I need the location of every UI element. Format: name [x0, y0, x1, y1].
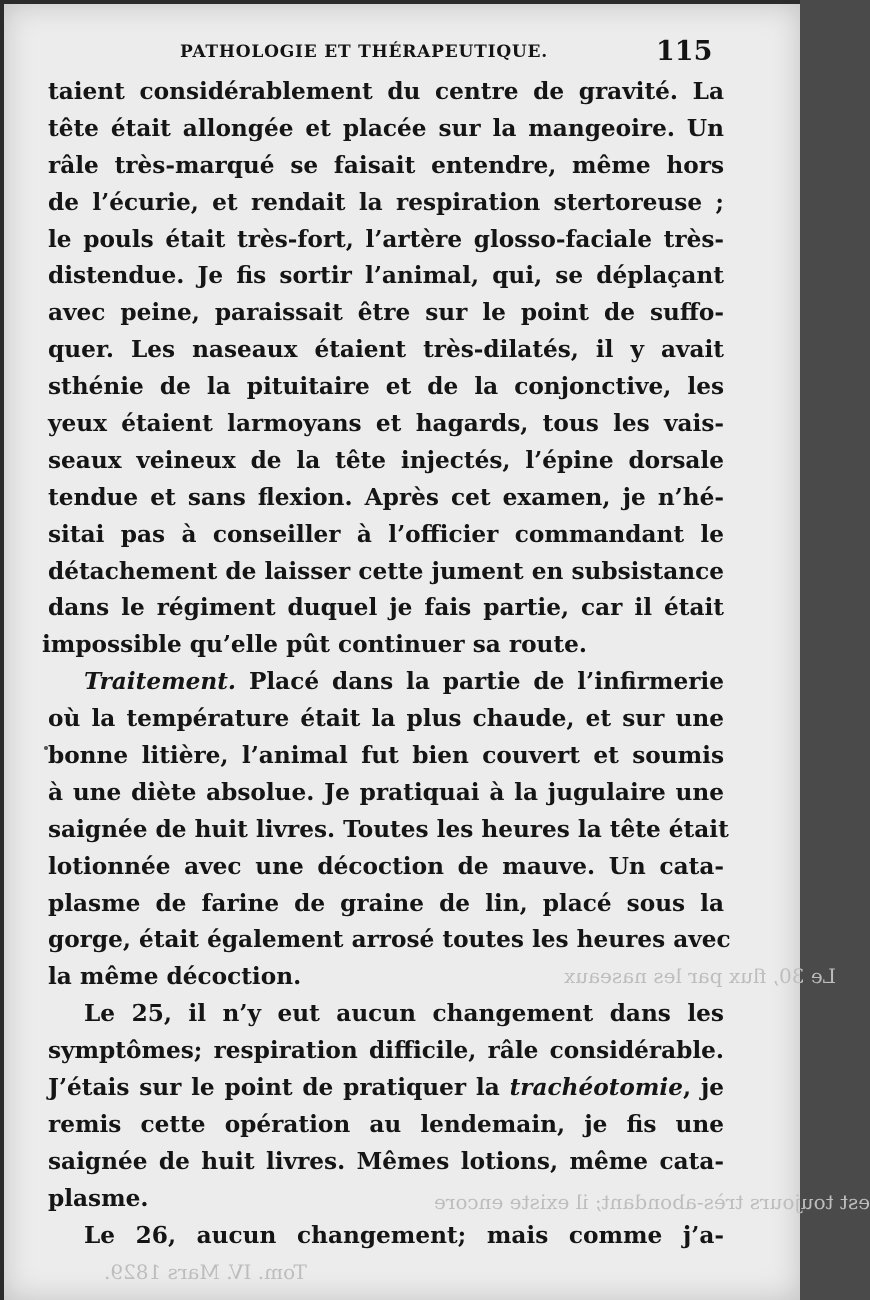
text-line: plasme de farine de graine de lin, placé sous la	[48, 889, 724, 917]
text-line: impossible qu’elle pût continuer sa route.	[42, 631, 587, 659]
text-line: quer. Les naseaux étaient très-dilatés, il y avait	[48, 336, 724, 364]
text-line: saignée de huit livres. Toutes les heures la tête était	[48, 815, 729, 843]
text-line: distendue. Je fis sortir l’animal, qui, se déplaçant	[48, 262, 724, 290]
text-line: saignée de huit livres. Mêmes lotions, même cata-	[48, 1147, 724, 1175]
text-line: avec peine, paraissait être sur le point de suffo-	[48, 299, 724, 327]
text-line: où la température était la plus chaude, et sur une	[48, 705, 724, 733]
text-line-rest: Placé dans la partie de l’infirmerie	[248, 668, 724, 696]
page-number: 115	[656, 36, 713, 67]
bleed-through-text: Tom. IV. Mars 1829.	[104, 1260, 307, 1284]
text-line: dans le régiment duquel je fais partie, car il était	[48, 594, 724, 622]
text-line: la même décoction.	[48, 963, 302, 991]
text-line: tête était allongée et placée sur la mangeoire. Un	[48, 114, 724, 142]
text-line-tracheotomie	[48, 1070, 724, 1107]
bleed-through-text: est toujours très-abondant; il existe encore	[434, 1190, 870, 1214]
running-header	[4, 38, 800, 68]
body-text	[42, 74, 731, 1255]
text-line: sitai pas à conseiller à l’officier commandant le	[48, 520, 724, 548]
text-line: remis cette opération au lendemain, je fis une	[48, 1110, 724, 1138]
text-line: yeux étaient larmoyans et hagards, tous les vais-	[48, 410, 724, 438]
text-line: symptômes; respiration difficile, râle considérable.	[48, 1037, 724, 1065]
text-line: le pouls était très-fort, l’artère glosso-faciale très-	[48, 225, 724, 253]
text-line: plasme.	[48, 1184, 149, 1212]
text-line: lotionnée avec une décoction de mauve. Un cata-	[48, 852, 724, 880]
bleed-through-text: Le 30, flux par les naseaux	[564, 964, 836, 988]
running-title: PATHOLOGIE ET THÉRAPEUTIQUE.	[180, 42, 549, 62]
text-line: râle très-marqué se faisait entendre, même hors	[48, 151, 724, 179]
text-line: à une diète absolue. Je pratiquai à la jugulaire une	[48, 778, 724, 806]
text-line: Le 25, il n’y eut aucun changement dans les	[84, 1000, 724, 1028]
text-line: sthénie de la pituitaire et de la conjonctive, les	[48, 373, 724, 401]
text-line-traitement	[48, 664, 724, 701]
text-line: gorge, était également arrosé toutes les heures avec	[48, 926, 731, 954]
text-line: détachement de laisser cette jument en subsistance	[48, 557, 724, 585]
text-line: tendue et sans flexion. Après cet examen, je n’hé-	[48, 483, 724, 511]
text-line: taient considérablement du centre de gravité. La	[48, 78, 724, 105]
italic-word-tracheotomie: trachéotomie	[509, 1074, 683, 1102]
text-line: Le 26, aucun changement; mais comme j’a-	[84, 1221, 724, 1249]
book-page	[4, 4, 870, 1300]
italic-heading-traitement: Traitement.	[84, 668, 237, 696]
text-line: seaux veineux de la tête injectés, l’épine dorsale	[48, 446, 724, 474]
text-line-end: , je	[682, 1074, 724, 1102]
text-line: bonne litière, l’animal fut bien couvert et soumis	[48, 742, 724, 770]
text-line-start: J’étais sur le point de pratiquer la	[48, 1074, 500, 1102]
text-line: de l’écurie, et rendait la respiration stertoreuse ;	[48, 188, 724, 216]
